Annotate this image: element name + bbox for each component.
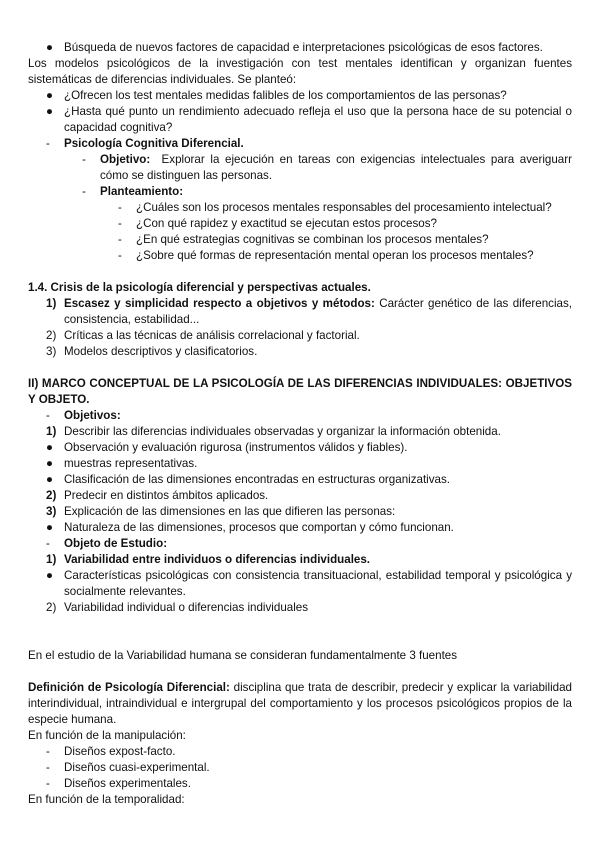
list-item: ● ¿Hasta qué punto un rendimiento adecuado refleja el uso que la persona hace de su potencial o capacidad cognitiva? — [46, 105, 572, 134]
objectives-list — [28, 424, 572, 536]
temporality-label: En función de la temporalidad: — [28, 793, 185, 806]
cognitive-objective — [28, 152, 572, 184]
approach-list — [28, 200, 572, 264]
list-item: ● Clasificación de las dimensiones encontradas en estructuras organizativas. — [46, 473, 451, 486]
list-item: 3) Explicación de las dimensiones en las que difieren las personas: — [46, 505, 396, 518]
list-item: - Diseños experimentales. — [46, 777, 191, 790]
objectives-heading: - Objetivos: — [46, 409, 121, 422]
list-item: 2) Críticas a las técnicas de análisis correlacional y factorial. — [46, 329, 360, 342]
list-item: - ¿Cuáles son los procesos mentales responsables del procesamiento intelectual? — [118, 201, 552, 214]
list-item: 1) Describir las diferencias individuales observadas y organizar la información obtenida. — [46, 425, 501, 438]
definition-text: disciplina que trata de describir, predecir y explicar la variabilidad interindividual, intraindividual e intergrupal del comportamiento y los procesos psicológicos propios de la especie humana. — [28, 681, 572, 726]
list-item: - ¿Con qué rapidez y exactitud se ejecutan estos procesos? — [118, 217, 437, 230]
list-item: 2) Variabilidad individual o diferencias individuales — [46, 601, 309, 614]
dash-marker: - — [46, 137, 50, 150]
list-item: 1) Escasez y simplicidad respecto a objetivos y métodos: Carácter genético de las diferencias, consistencia, estabilidad... — [46, 297, 572, 326]
list-item: - Diseños expost-facto. — [46, 745, 176, 758]
bullet-dot: ● — [46, 41, 54, 54]
list-item: ● Naturaleza de las dimensiones, procesos que comportan y cómo funcionan. — [46, 521, 454, 534]
list-item: 3) Modelos descriptivos y clasificatorios. — [46, 345, 258, 358]
object-heading: - Objeto de Estudio: — [46, 537, 168, 550]
cognitive-heading: - Psicología Cognitiva Diferencial. — [46, 137, 244, 150]
definition-paragraph — [28, 680, 572, 728]
list-item: 2) Predecir en distintos ámbitos aplicados. — [46, 489, 269, 502]
list-item: - ¿Sobre qué formas de representación mental operan los procesos mentales? — [118, 249, 534, 262]
dash-marker: - — [82, 153, 86, 166]
list-item: - Diseños cuasi-experimental. — [46, 761, 210, 774]
definition-label: Definición de Psicología Diferencial: — [28, 681, 230, 694]
list-item: ● muestras representativas. — [46, 457, 198, 470]
crisis-heading: 1.4. Crisis de la psicología diferencial y perspectivas actuales. — [28, 281, 371, 294]
sources-line: En el estudio de la Variabilidad humana se consideran fundamentalmente 3 fuentes — [28, 649, 458, 662]
manipulation-label: En función de la manipulación: — [28, 729, 186, 742]
objective-label: Objetivo: — [100, 153, 151, 166]
dash-marker: - — [82, 185, 86, 198]
list-item: - ¿En qué estrategias cognitivas se combinan los procesos mentales? — [118, 233, 489, 246]
bullet-dot: ● — [46, 569, 54, 582]
list-item: ● ¿Ofrecen los test mentales medidas falibles de los comportamientos de las personas? — [46, 89, 507, 102]
cognitive-approach: - Planteamiento: — [82, 185, 184, 198]
list-item: 1) Variabilidad entre individuos o diferencias individuales. — [46, 553, 371, 566]
framework-heading: II) MARCO CONCEPTUAL DE LA PSICOLOGÍA DE LAS DIFERENCIAS INDIVIDUALES: OBJETIVOS Y OBJETO. — [28, 377, 572, 406]
questions-list — [28, 88, 572, 136]
models-paragraph: Los modelos psicológicos de la investigación con test mentales identifican y organizan fuentes sistemáticas de diferencias individuales. Se planteó: — [28, 57, 572, 86]
objective-text: Explorar la ejecución en tareas con exigencias intelectuales para averiguarr cómo se distinguen las personas. — [100, 153, 572, 182]
list-item: ● Observación y evaluación rigurosa (instrumentos válidos y fiables). — [46, 441, 408, 454]
bullet-dot: ● — [46, 89, 54, 102]
bullet-dot: ● — [46, 105, 54, 118]
intro-bullet-text: Búsqueda de nuevos factores de capacidad e interpretaciones psicológicas de esos factores. — [64, 41, 543, 54]
intro-bullet — [28, 40, 572, 56]
list-item: ● Características psicológicas con consistencia transituacional, estabilidad temporal y psicológica y socialmente relevantes. — [46, 569, 572, 598]
